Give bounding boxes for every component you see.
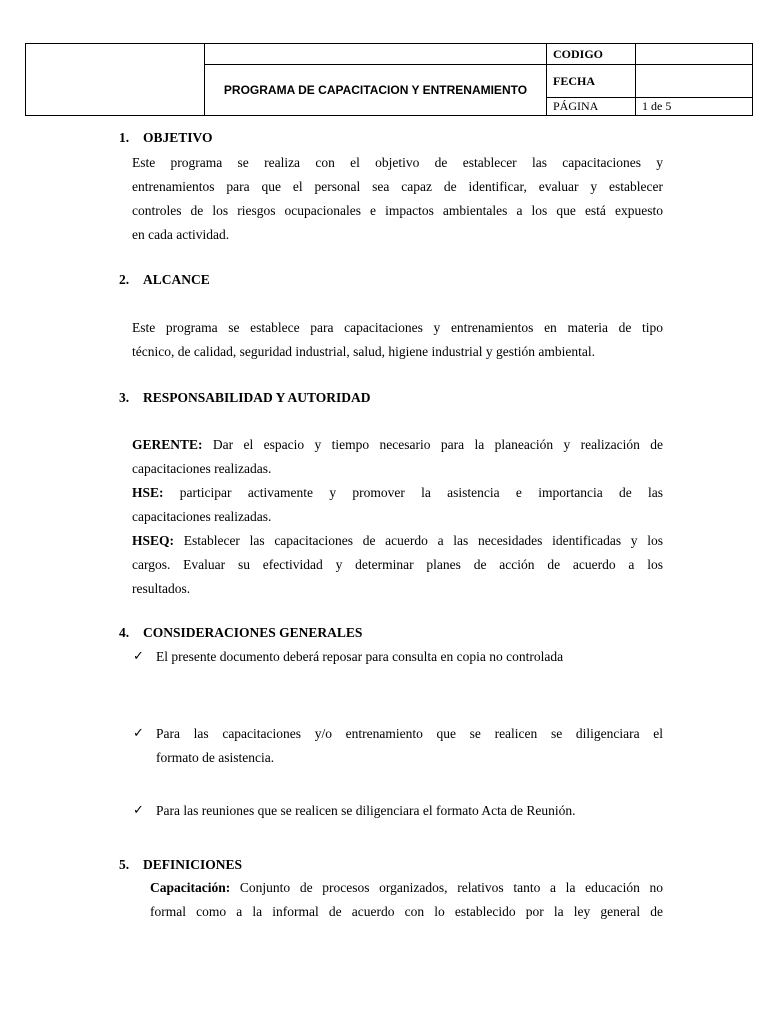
section-title: ALCANCE bbox=[143, 272, 210, 287]
alcance-paragraph bbox=[132, 316, 663, 364]
role-text: participar activamente y promover la asistencia e importancia de las bbox=[163, 485, 663, 500]
bullet-item bbox=[156, 799, 663, 823]
paragraph-line: técnico, de calidad, seguridad industrial, salud, higiene industrial y gestión ambiental. bbox=[132, 344, 596, 359]
role-label-hse: HSE: bbox=[132, 485, 164, 500]
paragraph-line: Este programa se realiza con el objetivo de establecer las capacitaciones y bbox=[132, 155, 663, 170]
role-line bbox=[132, 529, 663, 553]
paragraph-line: entrenamientos para que el personal sea capaz de identificar, evaluar y establecer bbox=[132, 179, 663, 194]
pagina-label: PÁGINA bbox=[547, 98, 636, 116]
section-heading-consideraciones bbox=[119, 625, 362, 641]
role-label-gerente: GERENTE: bbox=[132, 437, 203, 452]
section-number: 5. bbox=[119, 857, 130, 872]
bullet-line: El presente documento deberá reposar para consulta en copia no controlada bbox=[156, 649, 564, 664]
logo-cell bbox=[26, 44, 205, 116]
definition-term: Capacitación: bbox=[150, 880, 231, 895]
section-number: 2. bbox=[119, 272, 130, 287]
document-title: PROGRAMA DE CAPACITACION Y ENTRENAMIENTO bbox=[205, 65, 547, 116]
section-title: DEFINICIONES bbox=[143, 857, 243, 872]
checkmark-icon: ✓ bbox=[133, 803, 144, 818]
objetivo-paragraph bbox=[132, 151, 663, 247]
paragraph-line: Este programa se establece para capacitaciones y entrenamientos en materia de tipo bbox=[132, 320, 663, 335]
title-top-cell bbox=[205, 44, 547, 65]
role-text: Establecer las capacitaciones de acuerdo a las necesidades identificadas y los bbox=[174, 533, 663, 548]
section-heading-objetivo bbox=[119, 130, 213, 146]
bullet-line: formato de asistencia. bbox=[156, 750, 275, 765]
fecha-label: FECHA bbox=[547, 65, 636, 98]
codigo-value bbox=[636, 44, 753, 65]
fecha-value bbox=[636, 65, 753, 98]
document-header-table bbox=[25, 43, 753, 116]
section-heading-responsabilidad bbox=[119, 390, 371, 406]
definicion-paragraph bbox=[150, 876, 663, 924]
checkmark-icon: ✓ bbox=[133, 649, 144, 664]
bullet-item bbox=[156, 645, 663, 669]
role-line bbox=[132, 481, 663, 505]
bullet-line: Para las reuniones que se realicen se diligenciara el formato Acta de Reunión. bbox=[156, 803, 576, 818]
section-heading-definiciones bbox=[119, 857, 242, 873]
section-title: RESPONSABILIDAD Y AUTORIDAD bbox=[143, 390, 371, 405]
codigo-label: CODIGO bbox=[547, 44, 636, 65]
bullet-line: Para las capacitaciones y/o entrenamiento que se realicen se diligenciara el bbox=[156, 726, 663, 741]
role-line: capacitaciones realizadas. bbox=[132, 509, 272, 524]
checkmark-icon: ✓ bbox=[133, 726, 144, 741]
definition-text: Conjunto de procesos organizados, relativos tanto a la educación no bbox=[230, 880, 663, 895]
role-line: cargos. Evaluar su efectividad y determinar planes de acción de acuerdo a los bbox=[132, 557, 663, 572]
section-title: CONSIDERACIONES GENERALES bbox=[143, 625, 363, 640]
section-number: 4. bbox=[119, 625, 130, 640]
definition-line: formal como a la informal de acuerdo con lo establecido por la ley general de bbox=[150, 904, 663, 919]
role-text: Dar el espacio y tiempo necesario para la planeación y realización de bbox=[202, 437, 663, 452]
role-line: resultados. bbox=[132, 581, 191, 596]
role-line: capacitaciones realizadas. bbox=[132, 461, 272, 476]
section-number: 1. bbox=[119, 130, 130, 145]
pagina-value: 1 de 5 bbox=[636, 98, 753, 116]
responsabilidad-paragraph bbox=[132, 433, 663, 601]
role-label-hseq: HSEQ: bbox=[132, 533, 175, 548]
paragraph-line: en cada actividad. bbox=[132, 227, 230, 242]
section-heading-alcance bbox=[119, 272, 210, 288]
role-line bbox=[132, 433, 663, 457]
section-number: 3. bbox=[119, 390, 130, 405]
section-title: OBJETIVO bbox=[143, 130, 213, 145]
definition-line bbox=[150, 876, 663, 900]
paragraph-line: controles de los riesgos ocupacionales e impactos ambientales a los que está expuesto bbox=[132, 203, 663, 218]
bullet-item bbox=[156, 722, 663, 770]
